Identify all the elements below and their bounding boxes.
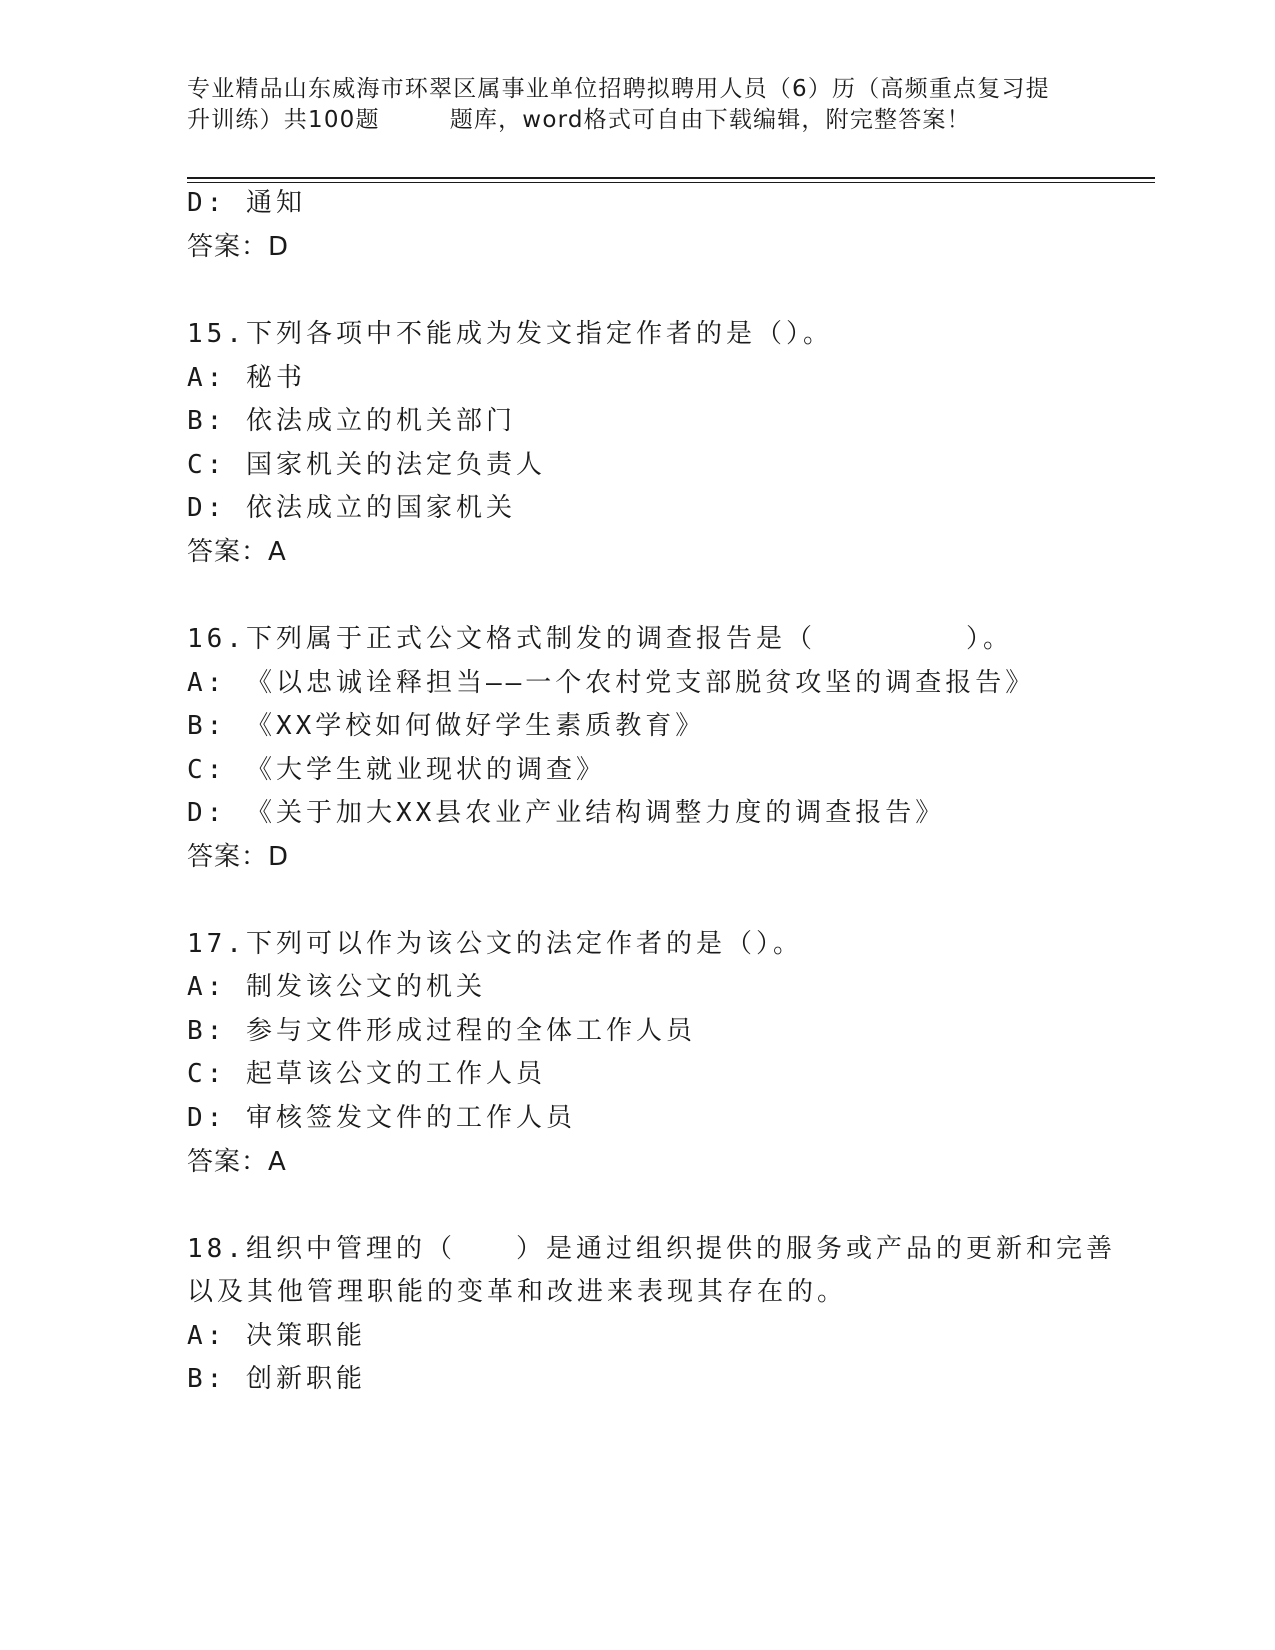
question-15-answer: 答案：A bbox=[187, 537, 287, 567]
question-18-stem-line-2: 以及其他管理职能的变革和改进来表现其存在的。 bbox=[187, 1277, 848, 1307]
question-15-option-c: C: 国家机关的法定负责人 bbox=[187, 450, 546, 480]
question-15-option-d: D: 依法成立的国家机关 bbox=[187, 493, 516, 523]
question-15-option-b: B: 依法成立的机关部门 bbox=[187, 406, 516, 436]
header-line-2 bbox=[187, 105, 1087, 136]
header-divider-thin bbox=[187, 182, 1155, 183]
question-17-option-d: D: 审核签发文件的工作人员 bbox=[187, 1103, 576, 1133]
question-17-option-c: C: 起草该公文的工作人员 bbox=[187, 1059, 546, 1089]
question-16-option-a: A: 《以忠诚诠释担当——一个农村党支部脱贫攻坚的调查报告》 bbox=[187, 668, 1036, 698]
header-line-2-part-2: 题库，word格式可自由下载编辑，附完整答案！ bbox=[449, 107, 971, 133]
question-18-stem-line-1: 18.组织中管理的（ ）是通过组织提供的服务或产品的更新和完善 bbox=[187, 1234, 1116, 1264]
header-divider-thick bbox=[187, 177, 1155, 179]
prev-answer: 答案：D bbox=[187, 232, 290, 262]
question-17-answer: 答案：A bbox=[187, 1147, 287, 1177]
question-16-option-c: C: 《大学生就业现状的调查》 bbox=[187, 755, 606, 785]
question-17-option-a: A: 制发该公文的机关 bbox=[187, 972, 486, 1002]
question-18-option-a: A: 决策职能 bbox=[187, 1321, 366, 1351]
question-16-answer: 答案：D bbox=[187, 842, 290, 872]
prev-option-d: D: 通知 bbox=[187, 188, 306, 218]
question-15-option-a: A: 秘书 bbox=[187, 363, 306, 393]
question-18-option-b: B: 创新职能 bbox=[187, 1364, 366, 1394]
document-header bbox=[187, 74, 1087, 136]
header-line-2-part-1: 升训练）共100题 bbox=[187, 107, 380, 133]
question-17-stem: 17.下列可以作为该公文的法定作者的是（）。 bbox=[187, 929, 803, 959]
question-16-option-d: D: 《关于加大XX县农业产业结构调整力度的调查报告》 bbox=[187, 798, 946, 828]
header-line-1: 专业精品山东威海市环翠区属事业单位招聘拟聘用人员（6）历（高频重点复习提 bbox=[187, 76, 1050, 102]
question-15-stem: 15.下列各项中不能成为发文指定作者的是（）。 bbox=[187, 319, 833, 349]
question-16-option-b: B: 《XX学校如何做好学生素质教育》 bbox=[187, 711, 706, 741]
question-17-option-b: B: 参与文件形成过程的全体工作人员 bbox=[187, 1016, 696, 1046]
question-16-stem: 16.下列属于正式公文格式制发的调查报告是（ ）。 bbox=[187, 624, 1013, 654]
